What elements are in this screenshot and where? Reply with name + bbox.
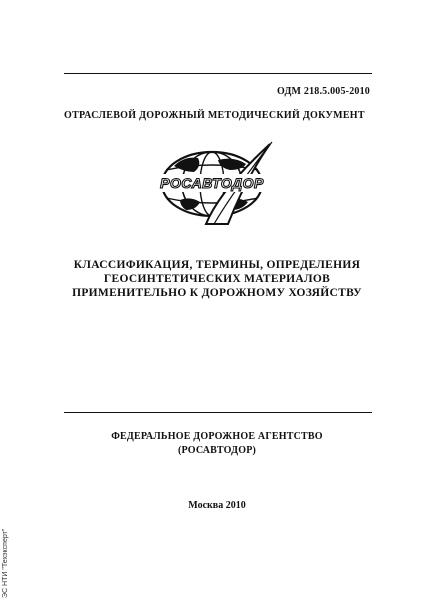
top-divider <box>64 73 372 74</box>
document-code: ОДМ 218.5.005-2010 <box>276 86 370 97</box>
agency-line: (РОСАВТОДОР) <box>177 445 257 456</box>
title-line: КЛАССИФИКАЦИЯ, ТЕРМИНЫ, ОПРЕДЕЛЕНИЯ <box>73 259 361 271</box>
watermark-text: ЭС НТИ "Техэксперт" <box>2 528 9 598</box>
logo-text: РОСАВТОДОР <box>160 175 264 191</box>
document-title <box>40 258 394 300</box>
globe-road-logo-icon <box>150 138 282 230</box>
title-line: ПРИМЕНИТЕЛЬНО К ДОРОЖНОМУ ХОЗЯЙСТВУ <box>72 287 362 299</box>
title-line: ГЕОСИНТЕТИЧЕСКИХ МАТЕРИАЛОВ <box>103 273 331 285</box>
agency-line: ФЕДЕРАЛЬНОЕ ДОРОЖНОЕ АГЕНТСТВО <box>111 431 323 442</box>
rosavtodor-logo <box>150 138 282 230</box>
issuing-agency <box>40 430 394 458</box>
city-year: Москва 2010 <box>188 500 246 511</box>
bottom-divider <box>64 412 372 413</box>
document-type: ОТРАСЛЕВОЙ ДОРОЖНЫЙ МЕТОДИЧЕСКИЙ ДОКУМЕНТ <box>64 110 365 121</box>
